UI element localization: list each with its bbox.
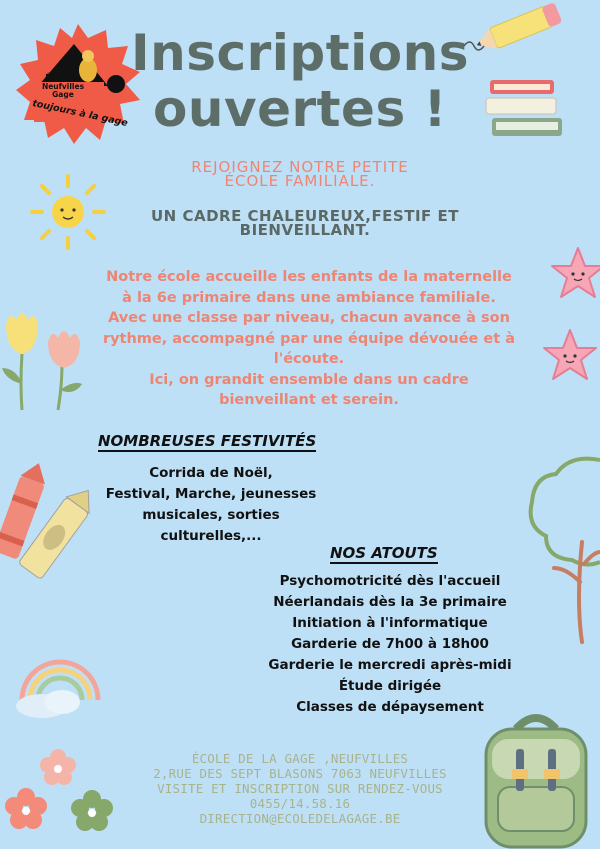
tagline: [120, 209, 490, 237]
intro-line-4: rythme, accompagné par une équipe dévouée et à: [102, 330, 516, 347]
subtitle: [150, 160, 450, 188]
footer-school: ÉCOLE DE LA GAGE ,NEUFVILLES: [191, 751, 409, 766]
atouts-heading: NOS ATOUTS: [330, 544, 438, 562]
tree-icon: [530, 452, 600, 642]
footer-phone[interactable]: 0455/14.58.16: [249, 796, 351, 811]
atouts-item: Garderie de 7h00 à 18h00: [291, 636, 489, 652]
tagline-line-1: UN CADRE CHALEUREUX,FESTIF ET: [151, 207, 459, 225]
atouts-item: Étude dirigée: [338, 678, 442, 694]
page-title-line-1: Inscriptions: [131, 24, 469, 82]
festivities-line: Corrida de Noël,: [149, 465, 273, 481]
intro-line-7: bienveillant et serein.: [219, 392, 399, 408]
tulips-icon: [0, 304, 90, 414]
footer-address: 2,RUE DES SEPT BLASONS 7063 NEUFVILLES: [153, 766, 447, 781]
intro-line-2: à la 6e primaire dans une ambiance familiale.: [122, 289, 496, 306]
crayons-icon: [0, 458, 90, 588]
logo-sun-shape: [107, 75, 125, 93]
atouts-item: Psychomotricité dès l'accueil: [279, 573, 501, 589]
logo-line-1: École de: [45, 73, 81, 82]
festivities-line: culturelles,...: [160, 528, 262, 544]
atouts-item: Classes de dépaysement: [296, 699, 484, 715]
atouts-item: Initiation à l'informatique: [292, 615, 488, 631]
rainbow-icon: [6, 640, 116, 720]
footer-email[interactable]: DIRECTION@ECOLEDELAGAGE.BE: [199, 811, 401, 826]
pencil-icon: [462, 0, 572, 60]
sun-icon: [28, 172, 108, 252]
star-icon: [540, 326, 600, 386]
footer-contact: [150, 751, 450, 826]
festivities-heading: NOMBREUSES FESTIVITÉS: [98, 432, 317, 450]
intro-line-6: Ici, on grandit ensemble dans un cadre: [149, 371, 469, 388]
subtitle-line-1: REJOIGNEZ NOTRE PETITE: [191, 158, 409, 176]
backpack-icon: [476, 709, 596, 849]
atouts-item: Garderie le mercredi après-midi: [268, 657, 512, 673]
logo-line-3: Gage: [52, 90, 74, 99]
intro-line-3: Avec une classe par niveau, chacun avance à son: [108, 310, 510, 326]
books-icon: [486, 76, 566, 146]
flowers-icon: [0, 749, 120, 849]
logo-line-2: Neufvilles: [41, 81, 85, 91]
subtitle-line-2: ÉCOLE FAMILIALE.: [224, 172, 376, 190]
festivities-line: Festival, Marche, jeunesses: [105, 486, 317, 502]
festivities-list: [96, 463, 326, 547]
atouts-item: Néerlandais dès la 3e primaire: [273, 594, 507, 610]
logo-slogan: toujours à la gage: [31, 98, 129, 129]
atouts-list: [252, 571, 528, 718]
intro-line-1: Notre école accueille les enfants de la maternelle: [106, 269, 512, 285]
intro-line-5: l'écoute.: [273, 351, 345, 367]
tagline-line-2: BIENVEILLANT.: [239, 221, 371, 239]
star-icon: [548, 244, 600, 304]
logo-text: [28, 74, 98, 100]
footer-visit: VISITE ET INSCRIPTION SUR RENDEZ-VOUS: [157, 781, 443, 796]
page-title-line-2: ouvertes !: [153, 80, 447, 138]
intro-paragraph: [100, 267, 518, 411]
festivities-line: musicales, sorties: [142, 507, 280, 523]
